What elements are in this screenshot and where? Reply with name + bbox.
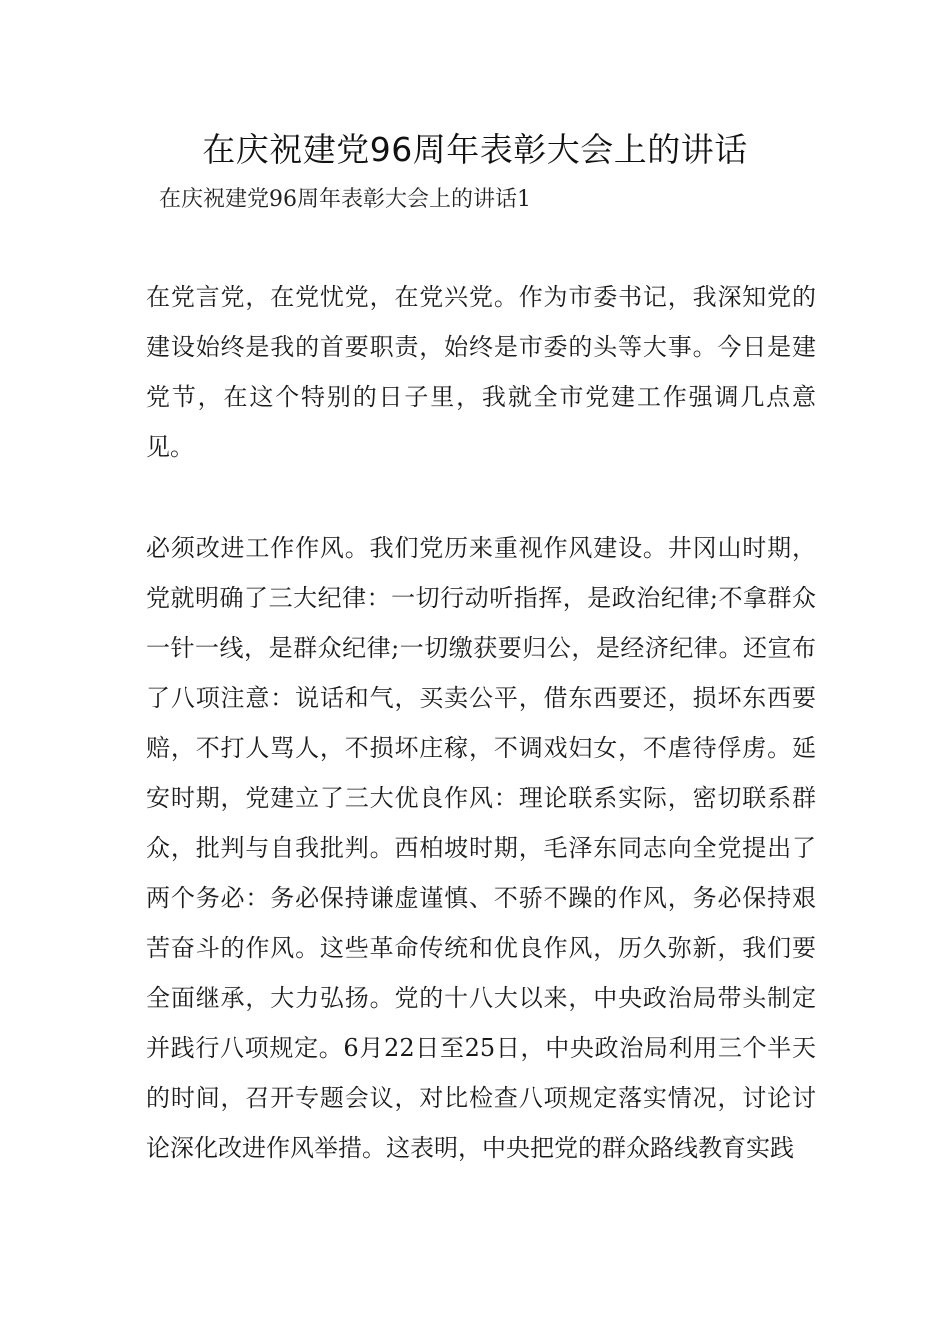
document-title: 在庆祝建党96周年表彰大会上的讲话	[202, 130, 748, 169]
document-subtitle: 在庆祝建党96周年表彰大会上的讲话1	[159, 187, 531, 212]
paragraph-1: 在党言党，在党忧党，在党兴党。作为市委书记，我深知党的建设始终是我的首要职责，始终是市委的头等大事。今日是建党节，在这个特别的日子里，我就全市党建工作强调几点意见。	[146, 283, 816, 461]
paragraph-2: 必须改进工作作风。我们党历来重视作风建设。井冈山时期，党就明确了三大纪律：一切行动听指挥，是政治纪律;不拿群众一针一线，是群众纪律;一切缴获要归公，是经济纪律。还宣布了八项注意：说话和气，买卖公平，借东西要还，损坏东西要赔，不打人骂人，不损坏庄稼，不调戏妇女，不虐待俘虏。延安时期，党建立了三大优良作风：理论联系实际，密切联系群众，批判与自我批判。西柏坡时期，毛泽东同志向全党提出了两个务必：务必保持谦虚谨慎、不骄不躁的作风，务必保持艰苦奋斗的作风。这些革命传统和优良作风，历久弥新，我们要全面继承，大力弘扬。党的十八大以来，中央政治局带头制定并践行八项规定。6月22日至25日，中央政治局利用三个半天的时间，召开专题会议，对比检查八项规定落实情况，讨论讨论深化改进作风举措。这表明，中央把党的群众路线教育实践	[146, 534, 816, 1162]
